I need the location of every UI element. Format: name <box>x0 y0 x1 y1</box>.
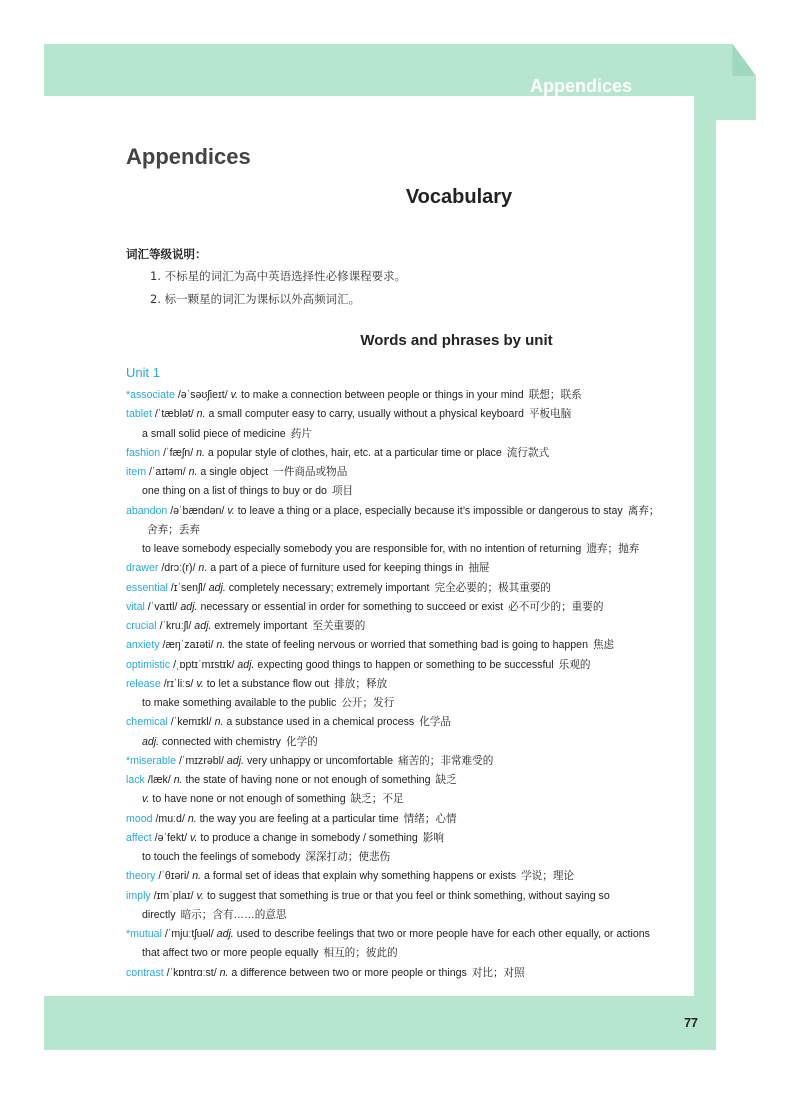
entry-definition: to produce a change in somebody / something <box>197 831 418 844</box>
entry-pronunciation: /əˈsəʊʃieɪt/ <box>174 389 231 401</box>
entry-translation: 乐观的 <box>558 658 591 671</box>
entry-part-of-speech: v. <box>196 677 204 690</box>
entry <box>126 386 696 405</box>
entry-definition: expecting good things to happen or something to be successful <box>254 658 554 671</box>
entry <box>126 617 696 636</box>
page-corner-fold <box>694 44 756 120</box>
entry-part-of-speech: adj. <box>208 581 226 594</box>
entry-pronunciation: /əˈfekt/ <box>151 831 190 844</box>
entry-definition: to touch the feelings of somebody <box>142 851 301 863</box>
entry-part-of-speech: v. <box>142 793 150 806</box>
entry-definition: a small computer easy to carry, usually without a physical keyboard <box>205 408 524 421</box>
entry-pronunciation: /drɔː(r)/ <box>158 562 199 575</box>
entry-part-of-speech: adj. <box>142 735 160 748</box>
entry-translation: 完全必要的；极其重要的 <box>434 581 552 594</box>
entry-part-of-speech: adj. <box>226 754 244 767</box>
section-title: Vocabulary <box>405 186 513 208</box>
entry <box>126 405 696 424</box>
entry-part-of-speech: v. <box>190 831 198 844</box>
entry-definition: to let a substance flow out <box>203 677 330 690</box>
entry-pronunciation: /ˈmjuːtʃuəl/ <box>161 928 217 940</box>
entry-definition: one thing on a list of things to buy or do <box>142 485 327 498</box>
entry-translation: 暗示；含有……的意思 <box>180 908 287 921</box>
entry-translation: 深深打动；使悲伤 <box>305 851 391 863</box>
entry-headword: essential <box>126 581 168 594</box>
entry-pronunciation: /ˈmɪzrəbl/ <box>176 754 227 767</box>
entry-headword: imply <box>126 889 151 902</box>
entry-translation: 痛苦的；非常难受的 <box>398 754 494 767</box>
entry-part-of-speech: v. <box>196 889 205 902</box>
entry-definition: to have none or not enough of something <box>149 793 346 806</box>
entry-definition: directly <box>142 908 176 921</box>
vocabulary-list <box>126 386 696 983</box>
entry-part-of-speech: adj. <box>237 658 255 671</box>
entry-translation: 化学的 <box>285 735 318 748</box>
entry-pronunciation: /læk/ <box>144 774 174 786</box>
entry-part-of-speech: n. <box>196 408 206 421</box>
entry-pronunciation: /ˈaɪtəm/ <box>146 466 189 478</box>
entry-definition: to leave somebody especially somebody you are responsible for, with no intention of returning <box>142 543 582 555</box>
entry-translation: 至关重要的 <box>312 620 366 632</box>
entry-pronunciation: /ɪˈsenʃl/ <box>167 581 209 594</box>
entry-pronunciation: /ˈkemɪkl/ <box>167 716 215 729</box>
entry-definition: very unhappy or uncomfortable <box>244 754 393 767</box>
entry-translation: 舍弃；丢弃 <box>147 523 200 536</box>
entry-definition: a formal set of ideas that explain why something happens or exists <box>201 870 517 883</box>
entry-translation: 平板电脑 <box>528 408 572 421</box>
note-item: 2. 标一颗星的词汇为课标以外高频词汇。 <box>150 292 361 306</box>
entry <box>126 829 696 848</box>
entry-headword: fashion <box>126 446 161 459</box>
entry <box>126 925 696 944</box>
entry-pronunciation: /əˈbændən/ <box>167 504 228 517</box>
entry <box>126 559 696 578</box>
entry-headword: *miserable <box>126 754 177 767</box>
entry-headword: affect <box>126 831 152 844</box>
entry-definition: extremely important <box>211 620 308 632</box>
entry <box>126 598 696 617</box>
entry <box>126 752 696 771</box>
entry-pronunciation: /muːd/ <box>152 812 188 825</box>
entry-definition: connected with chemistry <box>159 735 281 748</box>
entry-definition: that affect two or more people equally <box>142 947 319 960</box>
entry-translation: 影响 <box>422 831 444 844</box>
entry-continuation <box>126 790 696 809</box>
entry-headword: *associate <box>126 389 175 401</box>
entry-definition: the way you are feeling at a particular time <box>196 812 399 825</box>
footer-band <box>44 996 716 1050</box>
entry <box>126 810 696 829</box>
entry-definition: used to describe feelings that two or more people have for each other equally, or actions <box>233 928 650 940</box>
entry-definition: to make something available to the public <box>142 697 337 709</box>
entry-part-of-speech: adj. <box>194 620 212 632</box>
entry <box>126 675 696 694</box>
entry-continuation <box>126 906 696 925</box>
entry-translation: 缺乏 <box>435 774 457 786</box>
entry-pronunciation: /ˈθɪəri/ <box>155 870 193 883</box>
entry-part-of-speech: n. <box>214 716 224 729</box>
page-number: 77 <box>684 1016 698 1030</box>
entry-translation: 联想；联系 <box>528 389 582 401</box>
entry-definition: a single object <box>197 466 269 478</box>
entry-pronunciation: /ˈkruːʃl/ <box>156 620 195 632</box>
side-band <box>694 120 716 996</box>
entry-headword: abandon <box>126 504 168 517</box>
sub-title: Words and phrases by unit <box>360 332 553 349</box>
entry-headword: drawer <box>126 562 159 575</box>
entry <box>126 713 696 732</box>
entry-part-of-speech: v. <box>230 389 239 401</box>
entry-definition: the state of feeling nervous or worried that something bad is going to happen <box>225 639 588 652</box>
entry-translation: 相互的；彼此的 <box>323 947 398 960</box>
entry-headword: vital <box>126 600 145 613</box>
note-item: 1. 不标星的词汇为高中英语选择性必修课程要求。 <box>150 269 407 283</box>
entry-pronunciation: /rɪˈliːs/ <box>160 677 197 690</box>
header-label: Appendices <box>529 76 632 96</box>
entry-headword: *mutual <box>126 928 162 940</box>
entry <box>126 502 696 521</box>
entry-translation: 情绪；心情 <box>403 812 457 825</box>
entry-translation: 必不可少的；重要的 <box>508 600 604 613</box>
entry-headword: contrast <box>126 966 164 979</box>
entry-part-of-speech: n. <box>196 446 205 459</box>
entry-headword: optimistic <box>126 658 171 671</box>
entry-translation: 遗弃；抛弃 <box>586 543 640 555</box>
entry-part-of-speech: n. <box>219 966 229 979</box>
entry-translation: 一件商品或物品 <box>273 466 348 478</box>
entry-headword: mood <box>126 812 153 825</box>
entry-part-of-speech: n. <box>188 466 198 478</box>
entry-translation: 缺乏；不足 <box>350 793 404 806</box>
entry-pronunciation: /ˌɒptɪˈmɪstɪk/ <box>170 658 238 671</box>
entry-translation: 抽屉 <box>468 562 490 575</box>
entry-continuation <box>126 944 696 963</box>
entry-definition: a popular style of clothes, hair, etc. at a particular time or place <box>204 446 502 459</box>
entry-continuation <box>126 733 696 752</box>
entry-headword: crucial <box>126 620 157 632</box>
entry-part-of-speech: v. <box>227 504 235 517</box>
entry-part-of-speech: adj. <box>180 600 198 613</box>
entry-translation: 项目 <box>331 485 354 498</box>
entry-definition: a substance used in a chemical process <box>223 716 415 729</box>
entry-headword: tablet <box>126 408 152 421</box>
entry-translation: 对比；对照 <box>471 966 525 979</box>
entry-translation: 化学品 <box>419 716 451 729</box>
entry-part-of-speech: n. <box>192 870 202 883</box>
entry-part-of-speech: n. <box>173 774 183 786</box>
entry-translation: 离弃； <box>627 504 660 517</box>
entry-pronunciation: /æŋˈzaɪəti/ <box>159 639 217 652</box>
entry-definition: completely necessary; extremely important <box>225 581 430 594</box>
entry-continuation <box>126 848 696 867</box>
entry-definition: necessary or essential in order for something to succeed or exist <box>197 600 504 613</box>
entry-translation: 药片 <box>290 427 312 440</box>
entry-definition: a difference between two or more people or things <box>228 966 467 979</box>
entry-headword: theory <box>126 870 156 883</box>
entry-part-of-speech: n. <box>187 812 197 825</box>
entry-translation: 流行款式 <box>506 446 550 459</box>
entry-translation: 排放；释放 <box>334 677 388 690</box>
entry-definition: to make a connection between people or things in your mind <box>238 389 524 401</box>
entry-pronunciation: /ˈtæblət/ <box>151 408 197 421</box>
entry-headword: item <box>126 466 147 478</box>
entry-definition: the state of having none or not enough of something <box>182 774 431 786</box>
entry-translation: 焦虑 <box>592 639 615 652</box>
entry-headword: chemical <box>126 716 168 729</box>
entry-part-of-speech: n. <box>216 639 226 652</box>
entry <box>126 867 696 886</box>
entry-translation: 学说；理论 <box>521 870 575 883</box>
entry <box>126 579 696 598</box>
entry-continuation <box>126 540 696 559</box>
entry <box>126 887 696 906</box>
unit-title: Unit 1 <box>126 365 160 380</box>
entry-pronunciation: /ˈvaɪtl/ <box>144 600 181 613</box>
entry-definition: a small solid piece of medicine <box>142 427 286 440</box>
entry-continuation <box>126 482 696 501</box>
entry-definition: to leave a thing or a place, especially because it’s impossible or dangerous to stay <box>234 504 623 517</box>
entry <box>126 771 696 790</box>
entry-pronunciation: /ˈkɒntrɑːst/ <box>163 966 220 979</box>
entry-continuation <box>126 425 696 444</box>
entry-translation: 公开；发行 <box>341 697 395 709</box>
entry-definition: to suggest that something is true or that you feel or think something, without saying so <box>204 889 610 902</box>
entry <box>126 463 696 482</box>
page-title: Appendices <box>126 144 251 169</box>
entry-headword: anxiety <box>126 639 160 652</box>
entry <box>126 656 696 675</box>
entry-pronunciation: /ˈfæʃn/ <box>160 446 197 459</box>
entry-definition: a part of a piece of furniture used for keeping things in <box>207 562 464 575</box>
entry <box>126 444 696 463</box>
notes-heading: 词汇等级说明： <box>126 247 207 261</box>
entry-continuation <box>126 694 696 713</box>
entry <box>126 636 696 655</box>
entry-headword: lack <box>126 774 145 786</box>
entry <box>126 964 696 983</box>
entry-part-of-speech: adj. <box>216 928 234 940</box>
entry-part-of-speech: n. <box>198 562 208 575</box>
entry-headword: release <box>126 677 161 690</box>
entry-continuation <box>126 521 696 540</box>
entry-pronunciation: /ɪmˈplaɪ/ <box>150 889 197 902</box>
